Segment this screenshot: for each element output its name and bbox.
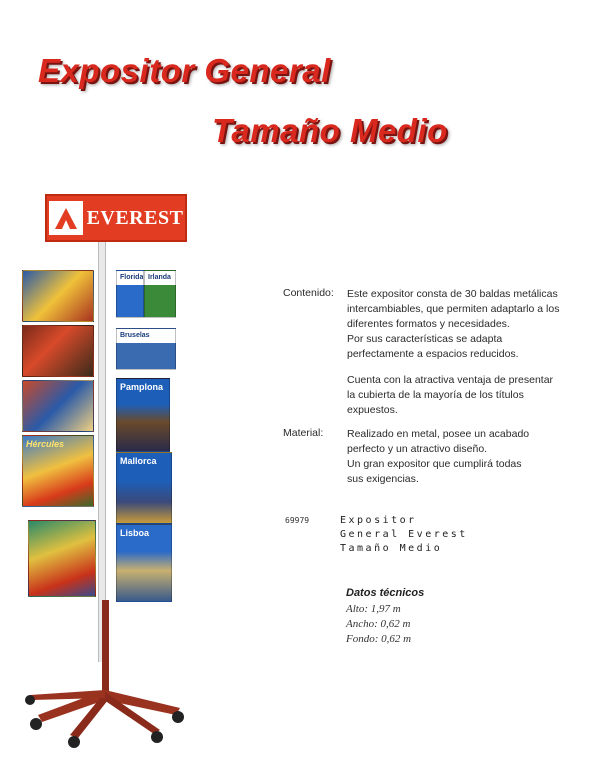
book-title: Mallorca — [120, 456, 157, 466]
brand-sign — [45, 194, 187, 242]
tech-heading: Datos técnicos — [346, 587, 425, 599]
book-cover — [28, 520, 96, 597]
text-line: sus exigencias. — [347, 473, 419, 485]
book-title: Florida — [120, 274, 144, 281]
product-name — [340, 514, 468, 556]
book-cover — [116, 524, 172, 602]
contenido-label: Contenido: — [283, 287, 334, 299]
stand-base — [20, 600, 195, 750]
book-title: Hércules — [26, 439, 65, 449]
contenido-text-2 — [347, 373, 572, 418]
stand-pole — [98, 242, 106, 662]
text-line: Un gran expositor que cumplirá todas — [347, 458, 522, 470]
book-cover — [22, 325, 94, 377]
book-title: Lisboa — [120, 528, 150, 538]
tech-fondo: Fondo: 0,62 m — [346, 633, 412, 645]
page-title-line-2: Tamaño Medio — [212, 112, 448, 149]
book-cover — [116, 328, 176, 370]
book-cover — [116, 452, 172, 524]
text-line: perfectamente a espacios reducidos. — [347, 348, 519, 360]
text-line: Realizado en metal, posee un acabado — [347, 428, 530, 440]
tech-ancho: Ancho: 0,62 m — [346, 618, 411, 630]
text-line: perfecto y un atractivo diseño. — [347, 443, 488, 455]
display-stand-image — [20, 190, 195, 750]
book-title: Bruselas — [120, 332, 150, 339]
book-cover — [144, 270, 176, 318]
contenido-text — [347, 287, 572, 362]
book-cover — [22, 435, 94, 507]
product-name-line: Tamaño Medio — [340, 543, 443, 554]
book-cover — [116, 378, 170, 452]
text-line: expuestos. — [347, 404, 398, 416]
product-code: 69979 — [285, 516, 310, 525]
text-line: Por sus características se adapta — [347, 333, 503, 345]
book-title: Pamplona — [120, 382, 164, 392]
product-name-line: Expositor — [340, 515, 417, 526]
everest-logo-icon — [49, 201, 83, 235]
book-cover — [22, 380, 94, 432]
brand-name: EVEREST — [86, 206, 184, 229]
text-line: intercambiables, que permiten adaptarlo a los — [347, 303, 560, 315]
text-line: Cuenta con la atractiva ventaja de presentar — [347, 374, 554, 386]
material-text — [347, 427, 572, 487]
material-label: Material: — [283, 427, 324, 439]
book-cover — [22, 270, 94, 322]
text-line: Este expositor consta de 30 baldas metálicas — [347, 288, 558, 300]
book-title: Irlanda — [148, 274, 171, 281]
product-name-line: General Everest — [340, 529, 468, 540]
text-line: la cubierta de la mayoría de los títulos — [347, 389, 524, 401]
page-title-line-1: Expositor General — [38, 52, 331, 89]
text-line: diferentes formatos y necesidades. — [347, 318, 510, 330]
book-cover — [116, 270, 144, 318]
tech-alto: Alto: 1,97 m — [346, 603, 401, 615]
